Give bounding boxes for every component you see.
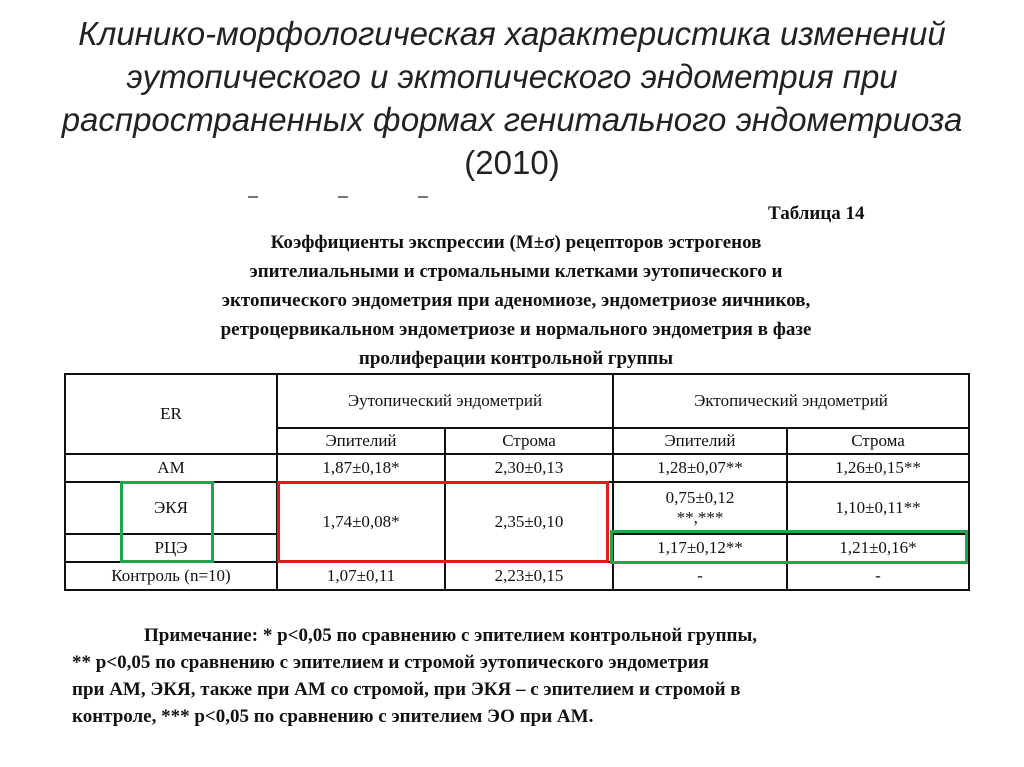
title-line: Клинико-морфологическая характеристика изменений — [78, 15, 946, 52]
table-cell: 2,30±0,13 — [445, 454, 613, 482]
row-label: ЭКЯ — [65, 482, 277, 534]
green-highlight-box — [120, 481, 214, 563]
table-header-row — [65, 374, 969, 428]
title-line: эутопического и эктопического эндометрия при — [126, 58, 898, 95]
table-row — [65, 562, 969, 590]
table-cell: 1,21±0,16* — [787, 534, 969, 562]
caption-line: эпителиальными и стромальными клетками эутопического и — [249, 261, 783, 282]
table-cell: 1,28±0,07** — [613, 454, 787, 482]
table-note — [72, 622, 972, 730]
slide-title — [40, 12, 984, 184]
subheader-cell: Эпителий — [277, 428, 445, 454]
row-label: Контроль (n=10) — [65, 562, 277, 590]
table-caption — [96, 228, 936, 373]
table-cell: 1,07±0,11 — [277, 562, 445, 590]
table-cell — [613, 482, 787, 534]
subheader-cell: Строма — [787, 428, 969, 454]
row-label: АМ — [65, 454, 277, 482]
green-highlight-box — [610, 530, 968, 564]
table-cell: - — [787, 562, 969, 590]
group-header-ectopic: Эктопический эндометрий — [613, 374, 969, 428]
table-cell: - — [613, 562, 787, 590]
cell-value: 0,75±0,12 — [665, 488, 735, 507]
row-label: РЦЭ — [65, 534, 277, 562]
note-line: контроле, *** p<0,05 по сравнению с эпителием ЭО при АМ. — [72, 706, 594, 727]
note-line: ** p<0,05 по сравнению с эпителием и стромой эутопического эндометрия — [72, 652, 709, 673]
caption-line: эктопического эндометрия при аденомиозе, эндометриозе яичников, — [221, 290, 811, 311]
group-header-eutopic: Эутопический эндометрий — [277, 374, 613, 428]
table-cell: 1,87±0,18* — [277, 454, 445, 482]
title-year: (2010) — [464, 144, 560, 181]
caption-line: ретроцервикальном эндометриозе и нормального эндометрия в фазе — [220, 319, 812, 340]
title-line: распространенных формах генитального эндометриоза — [61, 101, 963, 138]
subheader-cell: Эпителий — [613, 428, 787, 454]
corner-header: ER — [65, 374, 277, 454]
scan-mark — [418, 196, 428, 198]
table-cell: 1,74±0,08* — [277, 482, 445, 562]
table-row — [65, 454, 969, 482]
table-cell: 1,10±0,11** — [787, 482, 969, 534]
note-line: при АМ, ЭКЯ, также при АМ со стромой, при ЭКЯ – с эпителием и стромой в — [72, 679, 741, 700]
subheader-cell: Строма — [445, 428, 613, 454]
table-number: Таблица 14 — [768, 203, 865, 224]
cell-significance: **,*** — [676, 508, 724, 527]
scan-mark — [338, 196, 348, 198]
caption-line: Коэффициенты экспрессии (М±σ) рецепторов эстрогенов — [270, 232, 762, 253]
table-cell: 1,26±0,15** — [787, 454, 969, 482]
scan-mark — [248, 196, 258, 198]
table-cell: 2,23±0,15 — [445, 562, 613, 590]
table-cell: 1,17±0,12** — [613, 534, 787, 562]
red-highlight-box — [277, 481, 609, 563]
table-cell: 2,35±0,10 — [445, 482, 613, 562]
note-line: Примечание: * p<0,05 по сравнению с эпителием контрольной группы, — [144, 625, 758, 646]
caption-line: пролиферации контрольной группы — [358, 348, 674, 369]
